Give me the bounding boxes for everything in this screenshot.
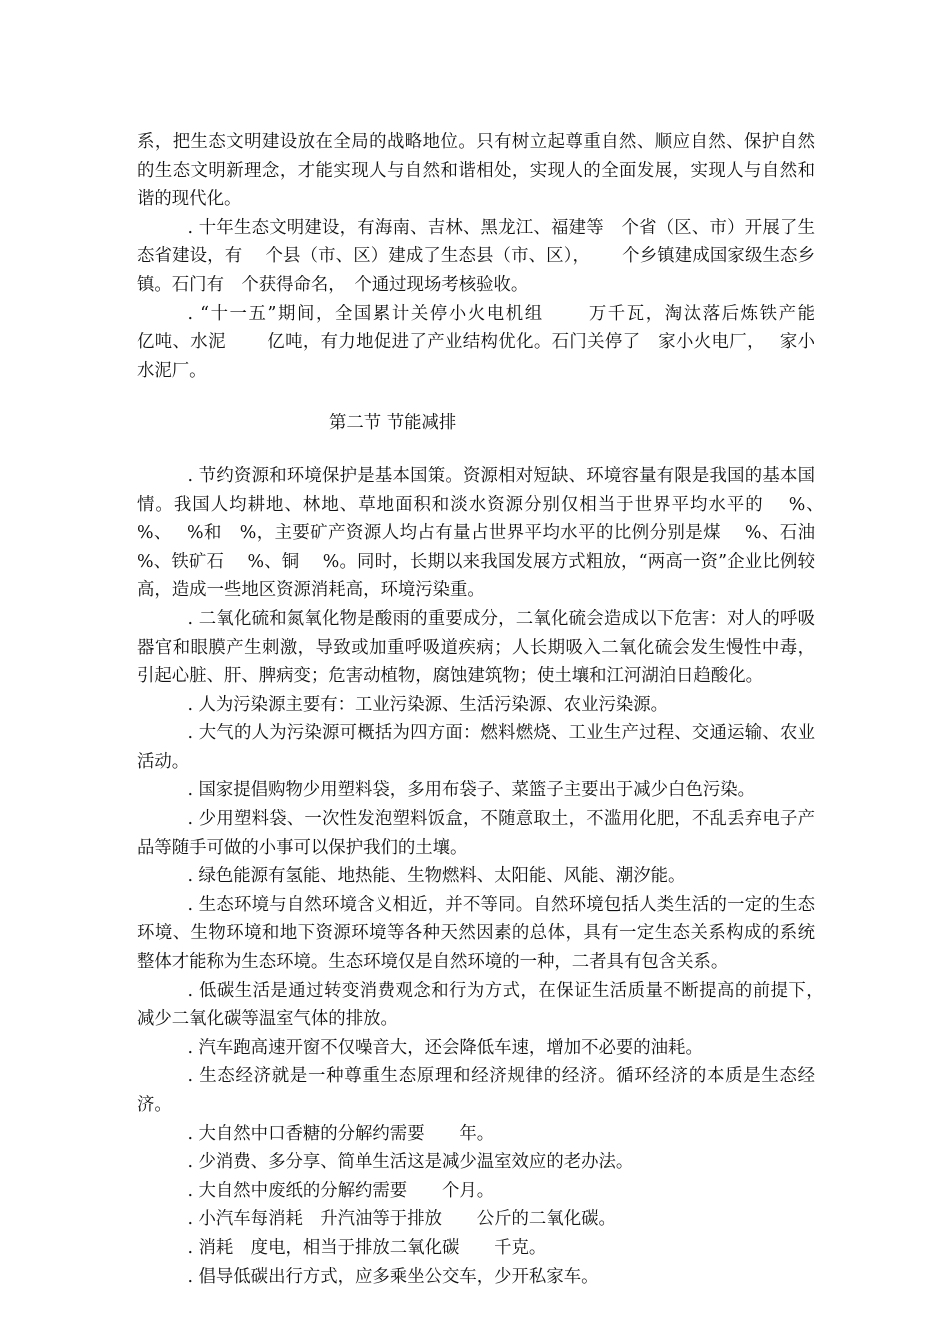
- document-page: [137, 128, 856, 1291]
- paragraph-eleventh-five-year: . “十一五”期间，全国累计关停小火电机组 万千瓦，淘汰落后炼铁产能 亿吨、水泥 亿吨，有力地促进了产业结构优化。石门关停了 家小火电厂， 家小水泥厂。: [137, 303, 856, 381]
- list-item: . 生态经济就是一种尊重生态原理和经济规律的经济。循环经济的本质是生态经济。: [137, 1066, 815, 1115]
- section-spacer: [137, 385, 815, 409]
- list-item: . 大自然中口香糖的分解约需要 年。: [187, 1123, 495, 1144]
- list-item: . 大气的人为污染源可概括为四方面：燃料燃烧、工业生产过程、交通运输、农业活动。: [137, 723, 815, 772]
- paragraph-intro-continuation: 系，把生态文明建设放在全局的战略地位。只有树立起尊重自然、顺应自然、保护自然的生态文明新理念，才能实现人与自然和谐相处，实现人的全面发展，实现人与自然和谐的现代化。: [137, 132, 815, 210]
- list-item: . 国家提倡购物少用塑料袋，多用布袋子、菜篮子主要出于减少白色污染。: [187, 780, 756, 801]
- list-item: . 小汽车每消耗 升汽油等于排放 公斤的二氧化碳。: [187, 1209, 616, 1230]
- list-item: . 二氧化硫和氮氧化物是酸雨的重要成分，二氧化硫会造成以下危害：对人的呼吸器官和眼膜产生刺激，导致或加重呼吸道疾病；人长期吸入二氧化硫会发生慢性中毒，引起心脏、肝、脾病变；危害动植物，腐蚀建筑物；使土壤和江河湖泊日趋酸化。: [137, 608, 815, 687]
- list-item: . 低碳生活是通过转变消费观念和行为方式，在保证生活质量不断提高的前提下， 减少二氧化碳等温室气体的排放。: [137, 980, 833, 1030]
- list-item: . 人为污染源主要有：工业污染源、生活污染源、农业污染源。: [187, 694, 669, 715]
- list-item: . 少用塑料袋、一次性发泡塑料饭盒，不随意取土，不滥用化肥，不乱丢弃电子产品等随手可做的小事可以保护我们的土壤。: [137, 809, 815, 858]
- list-item: . 消耗 度电，相当于排放二氧化碳 千克。: [187, 1237, 547, 1258]
- list-item: . 绿色能源有氢能、地热能、生物燃料、太阳能、风能、潮汐能。: [187, 866, 686, 887]
- list-item: . 汽车跑高速开窗不仅噪音大，还会降低车速，增加不必要的油耗。: [187, 1037, 703, 1058]
- list-item: . 大自然中废纸的分解约需要 个月。: [187, 1180, 495, 1201]
- list-item: . 少消费、多分享、简单生活这是减少温室效应的老办法。: [187, 1152, 634, 1173]
- list-item: . 节约资源和环境保护是基本国策。资源相对短缺、环境容量有限是我国的基本国情。我国人均耕地、林地、草地面积和淡水资源分别仅相当于世界平均水平的 %、 %、 %和 %，主要矿产资源人均占有量占世界平均水平的比例分别是煤 %、石油 %、铁矿石 %、铜 %。同时，长期以来我国发展方式粗放，“两高一资”企业比例较高，造成一些地区资源消耗高，环境污染重。: [137, 465, 838, 601]
- section-title: 第二节 节能减排: [329, 413, 457, 434]
- list-item: . 倡导低碳出行方式，应多乘坐公交车，少开私家车。: [187, 1266, 599, 1287]
- list-item: . 生态环境与自然环境含义相近，并不等同。自然环境包括人类生活的一定的生态环境、生物环境和地下资源环境等各种天然因素的总体，具有一定生态关系构成的系统整体才能称为生态环境。生态环境仅是自然环境的一种，二者具有包含关系。: [137, 894, 815, 973]
- paragraph-ecological-construction: . 十年生态文明建设，有海南、吉林、黑龙江、福建等 个省（区、市）开展了生态省建设，有 个县（市、区）建成了生态县（市、区）， 个乡镇建成国家级生态乡镇。石门有 个获得命名， 个通过现场考核验收。: [137, 217, 815, 295]
